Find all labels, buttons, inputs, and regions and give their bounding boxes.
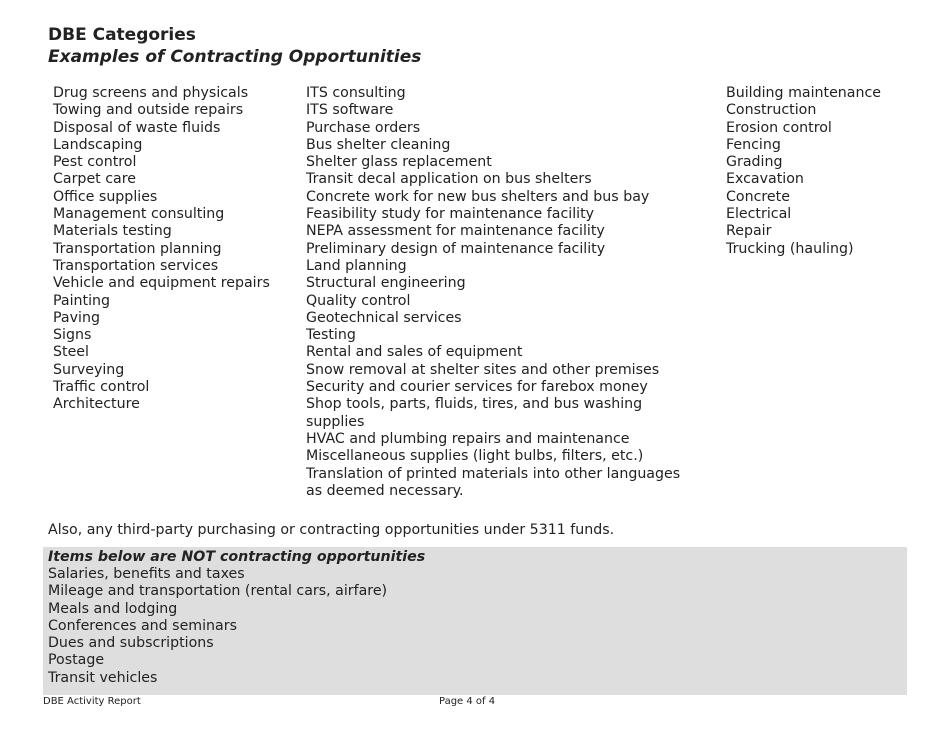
list-item: Snow removal at shelter sites and other premises: [306, 361, 660, 378]
list-item: Pest control: [53, 154, 137, 171]
list-item: Grading: [726, 154, 783, 171]
category-column-1: [53, 85, 293, 414]
list-item: Rental and sales of equipment: [306, 344, 523, 361]
list-item: Transportation planning: [53, 240, 222, 257]
list-item: Transit vehicles: [48, 669, 158, 686]
list-item: Testing: [306, 327, 356, 344]
not-contracting-heading: Items below are NOT contracting opportunities: [48, 549, 426, 565]
list-item: Architecture: [53, 396, 140, 413]
list-item: Feasibility study for maintenance facility: [306, 206, 595, 223]
list-item: Miscellaneous supplies (light bulbs, filters, etc.): [306, 448, 644, 465]
list-item: HVAC and plumbing repairs and maintenance: [306, 430, 630, 447]
list-item: Geotechnical services: [306, 309, 462, 326]
list-item: Drug screens and physicals: [53, 85, 249, 101]
list-item: Transit decal application on bus shelters: [306, 171, 592, 188]
list-item: Fencing: [726, 136, 781, 153]
list-item: Painting: [53, 292, 111, 309]
list-item: Electrical: [726, 206, 792, 223]
list-item: ITS software: [306, 102, 394, 119]
list-item: Paving: [53, 309, 100, 326]
category-column-2: [306, 85, 706, 500]
list-item: Dues and subscriptions: [48, 635, 214, 652]
list-item: Structural engineering: [306, 275, 466, 292]
list-item: Vehicle and equipment repairs: [53, 275, 270, 292]
list-item: Meals and lodging: [48, 600, 178, 617]
page-subtitle: Examples of Contracting Opportunities: [48, 47, 422, 67]
list-item: Quality control: [306, 292, 411, 309]
list-item: Disposal of waste fluids: [53, 119, 221, 136]
third-party-note: Also, any third-party purchasing or contracting opportunities under 5311 funds.: [48, 522, 615, 538]
list-item: Security and courier services for farebox money: [306, 379, 648, 396]
list-item: Surveying: [53, 361, 125, 378]
list-item: Repair: [726, 223, 772, 240]
list-item: Conferences and seminars: [48, 617, 237, 634]
list-item: Excavation: [726, 171, 804, 188]
list-item: Transportation services: [53, 257, 219, 274]
list-item: Erosion control: [726, 119, 832, 136]
list-item: ITS consulting: [306, 85, 406, 101]
list-item: Concrete work for new bus shelters and bus bay: [306, 188, 650, 205]
list-item: Steel: [53, 344, 89, 361]
list-item: Landscaping: [53, 136, 143, 153]
list-item: Shop tools, parts, fluids, tires, and bus washing supplies: [306, 396, 643, 430]
list-item: Carpet care: [53, 171, 136, 188]
list-item: Land planning: [306, 257, 407, 274]
list-item: Building maintenance: [726, 85, 882, 101]
list-item: Salaries, benefits and taxes: [48, 566, 245, 582]
category-column-3: [726, 85, 936, 258]
list-item: Bus shelter cleaning: [306, 136, 451, 153]
list-item: Towing and outside repairs: [53, 102, 244, 119]
list-item: Traffic control: [53, 379, 150, 396]
list-item: NEPA assessment for maintenance facility: [306, 223, 605, 240]
page-title: DBE Categories: [48, 25, 196, 45]
footer-page-number: Page 4 of 4: [439, 696, 496, 707]
list-item: Construction: [726, 102, 817, 119]
list-item: Preliminary design of maintenance facility: [306, 240, 606, 257]
not-contracting-list: [48, 566, 387, 687]
list-item: Materials testing: [53, 223, 172, 240]
list-item: Signs: [53, 327, 92, 344]
list-item: Office supplies: [53, 188, 158, 205]
list-item: Management consulting: [53, 206, 225, 223]
list-item: Concrete: [726, 188, 790, 205]
list-item: Postage: [48, 652, 105, 669]
footer-report-name: DBE Activity Report: [43, 696, 141, 707]
list-item: Translation of printed materials into other languages as deemed necessary.: [306, 465, 681, 499]
list-item: Shelter glass replacement: [306, 154, 492, 171]
list-item: Purchase orders: [306, 119, 421, 136]
list-item: Trucking (hauling): [726, 240, 854, 257]
list-item: Mileage and transportation (rental cars, airfare): [48, 583, 388, 600]
not-contracting-section: [43, 547, 907, 695]
